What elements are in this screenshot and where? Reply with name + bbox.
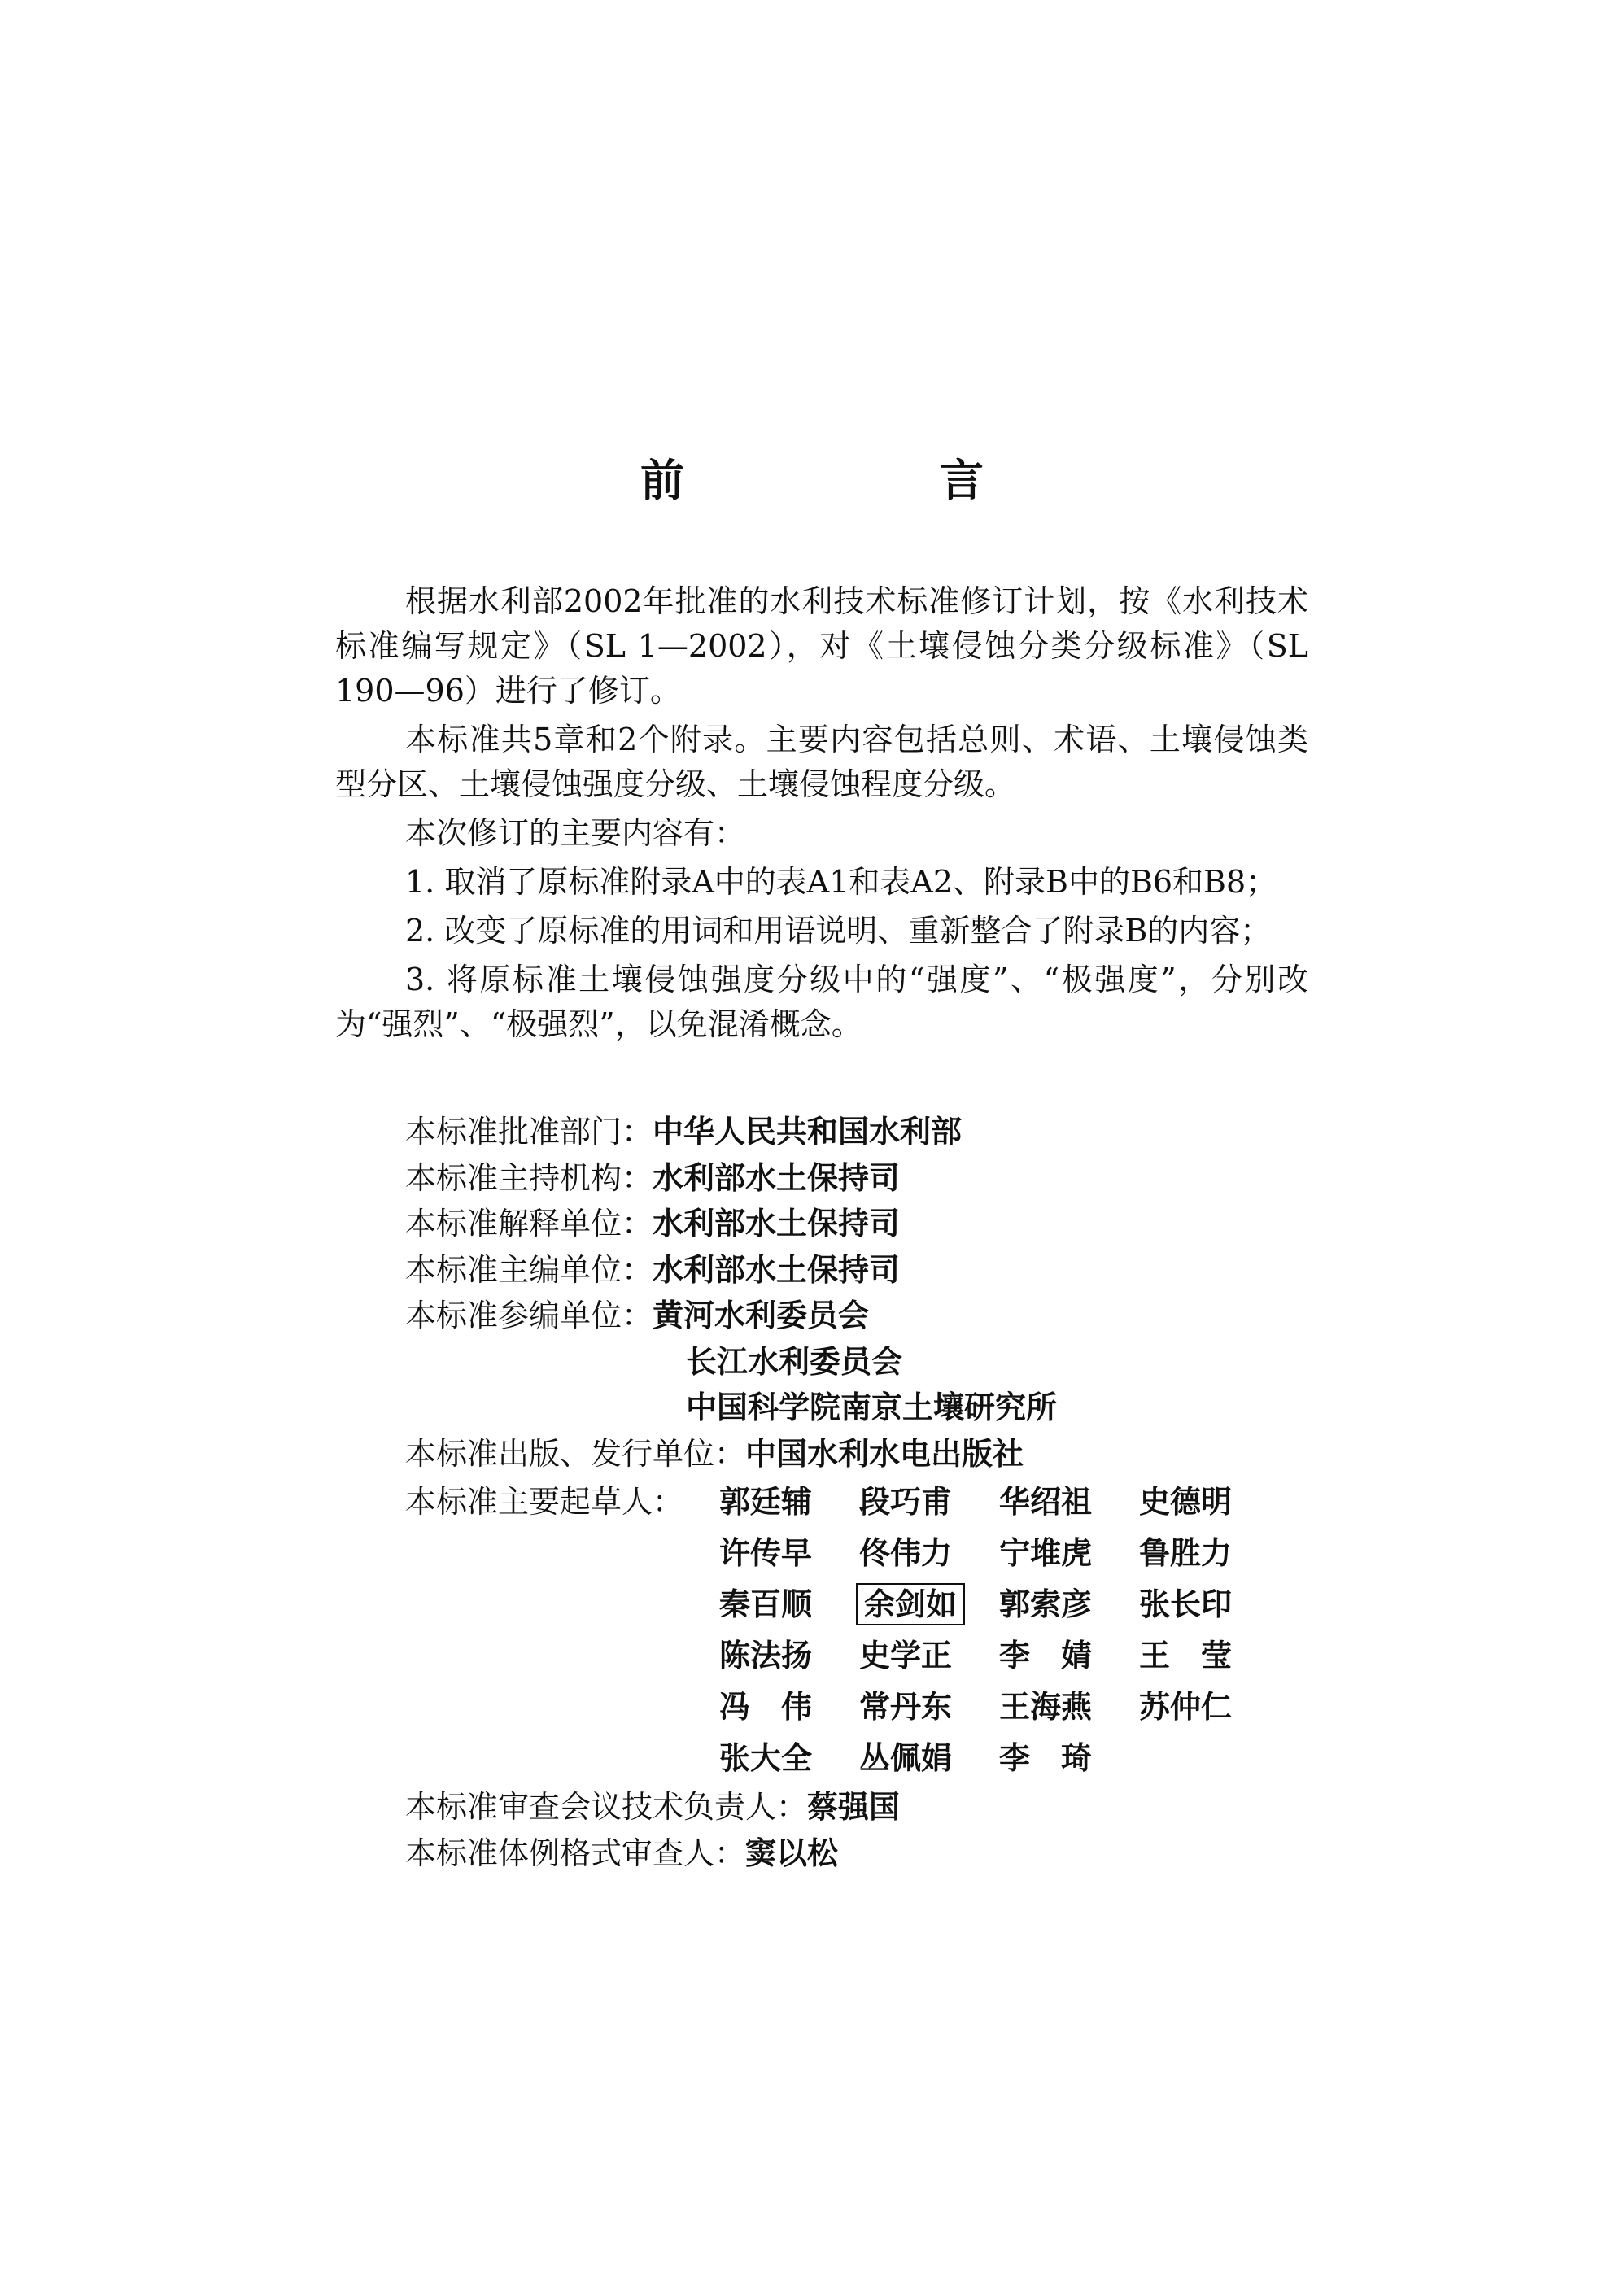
drafter-name: 郭廷辅 (719, 1484, 813, 1520)
editor-row (405, 1247, 1308, 1294)
drafter-name: 李 婧 (999, 1638, 1093, 1673)
drafter-name: 张大全 (719, 1740, 813, 1776)
format-reviewer-row (405, 1830, 1308, 1877)
drafter-name: 段巧甫 (859, 1484, 953, 1520)
paragraph: 本标准共5章和2个附录。主要内容包括总则、术语、土壤侵蚀类型分区、土壤侵蚀强度分级、土壤侵蚀程度分级。 (335, 722, 1308, 802)
interpret-value: 水利部水土保持司 (653, 1206, 901, 1241)
editor-label: 本标准主编单位： (405, 1251, 653, 1288)
preface-body (335, 579, 1308, 1051)
drafter-name: 郭索彦 (999, 1586, 1093, 1622)
publisher-label: 本标准出版、发行单位： (405, 1435, 746, 1472)
format-reviewer-value: 窦以松 (745, 1835, 839, 1871)
drafters-line (719, 1733, 1279, 1784)
drafter-name: 李 琦 (999, 1740, 1093, 1776)
host-label: 本标准主持机构： (405, 1159, 653, 1196)
page-title: 前 言 (640, 455, 1089, 506)
paragraph: 1. 取消了原标准附录A中的表A1和表A2、附录B中的B6和B8； (405, 864, 1277, 900)
paragraph: 根据水利部2002年批准的水利技术标准修订计划，按《水利技术标准编写规定》（SL 1—2002），对《土壤侵蚀分类分级标准》（SL 190—96）进行了修订。 (335, 583, 1308, 709)
participants-row (405, 1385, 1308, 1431)
interpret-label: 本标准解释单位： (405, 1206, 653, 1241)
drafter-name: 史德明 (1139, 1484, 1233, 1520)
drafter-name: 宁堆虎 (999, 1535, 1093, 1571)
reviewer-label: 本标准审查会议技术负责人： (405, 1789, 808, 1825)
drafter-name: 史学正 (859, 1638, 953, 1673)
paragraph: 2. 改变了原标准的用词和用语说明、重新整合了附录B的内容； (405, 913, 1272, 949)
drafter-name: 张长印 (1139, 1586, 1233, 1622)
participant-unit: 黄河水利委员会 (653, 1298, 870, 1333)
drafter-name: 陈法扬 (719, 1638, 813, 1673)
editor-value: 水利部水土保持司 (653, 1251, 901, 1288)
approval-value: 中华人民共和国水利部 (653, 1114, 963, 1150)
drafters-line (719, 1528, 1279, 1579)
boxed-name: 余剑如 (859, 1586, 962, 1622)
approval-row (405, 1109, 1308, 1155)
publisher-value: 中国水利水电出版社 (745, 1435, 1024, 1472)
drafter-name: 冯 伟 (719, 1689, 813, 1725)
drafters-line (719, 1630, 1279, 1682)
host-row (405, 1155, 1308, 1202)
drafters-line (719, 1682, 1279, 1733)
drafters-grid (719, 1477, 1279, 1784)
publisher-row (405, 1431, 1308, 1477)
drafter-name: 丛佩娟 (859, 1740, 953, 1776)
interpret-row (405, 1201, 1308, 1247)
reviewer-row (405, 1784, 1308, 1830)
participants-label: 本标准参编单位： (405, 1298, 653, 1333)
drafter-name-boxed (859, 1579, 999, 1630)
standard-info (405, 1109, 1308, 1876)
participants-row (405, 1339, 1308, 1385)
host-value: 水利部水土保持司 (653, 1159, 901, 1196)
format-reviewer-label: 本标准体例格式审查人： (405, 1835, 746, 1871)
drafter-name: 王 莹 (1139, 1638, 1233, 1673)
drafter-name: 佟伟力 (859, 1535, 953, 1571)
drafter-name: 鲁胜力 (1139, 1535, 1233, 1571)
drafter-name: 苏仲仁 (1139, 1689, 1233, 1725)
paragraph: 本次修订的主要内容有： (405, 815, 746, 851)
drafters-label: 本标准主要起草人： (405, 1484, 684, 1520)
drafter-name: 王海燕 (999, 1689, 1093, 1725)
drafters-section (405, 1477, 1308, 1784)
drafter-name: 许传早 (719, 1535, 813, 1571)
drafter-name: 常丹东 (859, 1689, 953, 1725)
participant-unit: 中国科学院南京土壤研究所 (686, 1390, 1058, 1425)
drafter-name: 秦百顺 (719, 1586, 813, 1622)
reviewer-value: 蔡强国 (807, 1789, 901, 1825)
approval-label: 本标准批准部门： (405, 1114, 653, 1150)
drafters-line (719, 1579, 1279, 1630)
drafters-line (719, 1477, 1279, 1528)
participant-unit: 长江水利委员会 (686, 1343, 903, 1380)
drafter-name: 华绍祖 (999, 1484, 1093, 1520)
participants-row (405, 1293, 1308, 1339)
paragraph: 3. 将原标准土壤侵蚀强度分级中的“强度”、“极强度”，分别改为“强烈”、“极强烈”，以免混淆概念。 (335, 962, 1308, 1042)
